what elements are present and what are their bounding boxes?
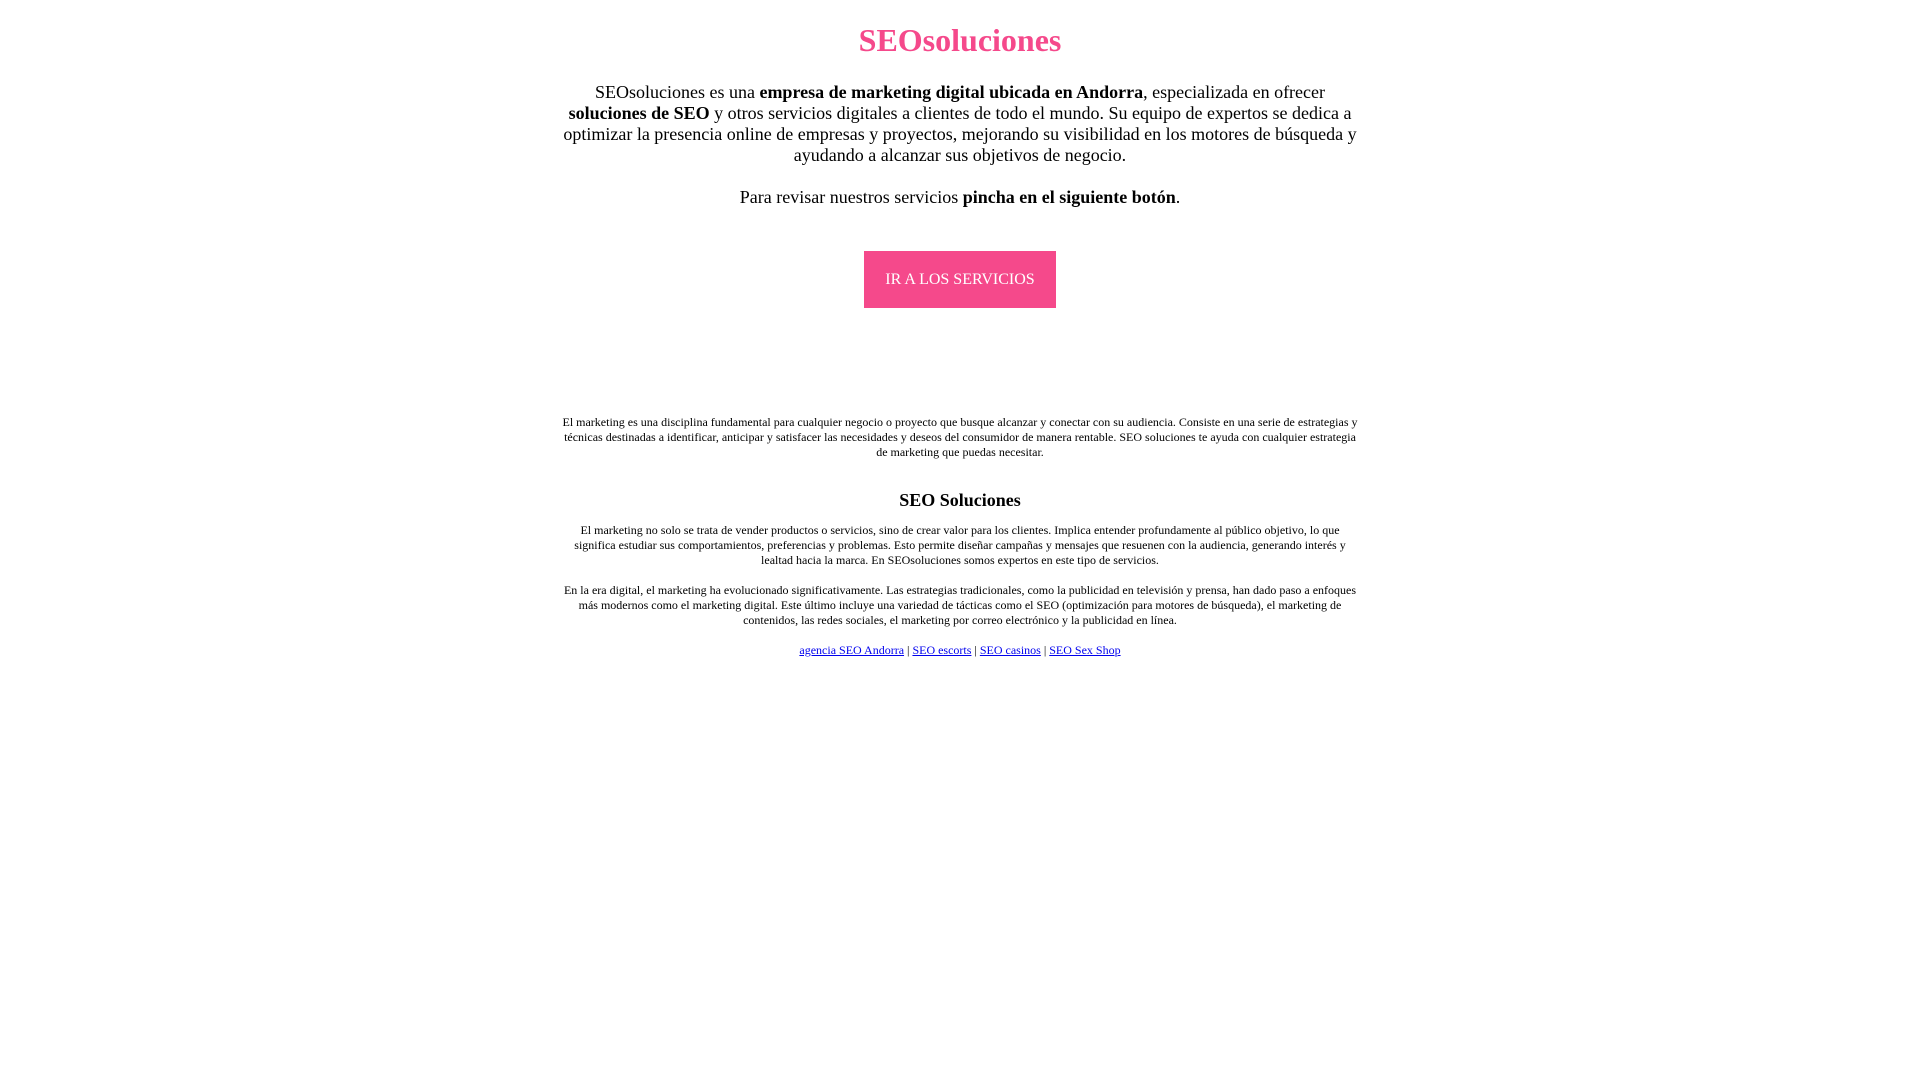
cta-text-1: Para revisar nuestros servicios xyxy=(739,187,963,207)
intro-text-3: y otros servicios digitales a clientes de todo el mundo. Su equipo de expertos se dedica a optimizar la presencia online de empresas y proyectos, mejorando su visibilidad en los motores de búsqueda y ayudando a alcanzar sus objetivos de negocio. xyxy=(563,103,1357,165)
link-agencia-seo-andorra[interactable]: agencia SEO Andorra xyxy=(799,643,905,657)
link-seo-casinos[interactable]: SEO casinos xyxy=(979,643,1041,657)
link-seo-escorts[interactable]: SEO escorts xyxy=(912,643,972,657)
footer-links xyxy=(560,643,1360,658)
cta-bold: pincha en el siguiente botón xyxy=(962,187,1176,207)
intro-text-2: , especializada en ofrecer xyxy=(1143,82,1326,102)
marketing-intro-paragraph: El marketing es una disciplina fundamental para cualquier negocio o proyecto que busque alcanzar y conectar con su audiencia. Consiste en una serie de estrategias y técnicas destinadas a identificar, anticipar y satisfacer las necesidades y deseos del consumidor de manera rentable. SEO soluciones te ayuda con cualquier estrategia de marketing que puedas necesitar. xyxy=(562,415,1358,459)
intro-cta-paragraph xyxy=(560,187,1360,208)
section-paragraph-1: El marketing no solo se trata de vender productos o servicios, sino de crear valor para los clientes. Implica entender profundamente al público objetivo, lo que significa estudiar sus comportamientos, preferencias y problemas. Esto permite diseñar campañas y mensajes que resuenen con la audiencia, generando interés y lealtad hacia la marca. En SEOsoluciones somos expertos en este tipo de servicios. xyxy=(574,523,1346,567)
intro-bold-company: empresa de marketing digital ubicada en Andorra xyxy=(759,82,1144,102)
link-separator: | xyxy=(971,643,980,657)
page-container xyxy=(560,0,1360,658)
link-seo-sex-shop[interactable]: SEO Sex Shop xyxy=(1049,643,1121,657)
button-wrapper xyxy=(560,251,1360,308)
cta-text-2: . xyxy=(1175,187,1181,207)
section-heading: SEO Soluciones xyxy=(899,490,1021,510)
intro-paragraph xyxy=(560,82,1360,166)
site-title: SEOsoluciones xyxy=(858,22,1062,58)
intro-bold-seo: soluciones de SEO xyxy=(568,103,710,123)
link-separator: | xyxy=(904,643,913,657)
section-paragraph-2: En la era digital, el marketing ha evolucionado significativamente. Las estrategias tradicionales, como la publicidad en televisión y prensa, han dado paso a enfoques más modernos como el marketing digital. Este último incluye una variedad de tácticas como el SEO (optimización para motores de búsqueda), el marketing de contenidos, las redes sociales, el marketing por correo electrónico y la publicidad en línea. xyxy=(563,583,1357,627)
link-separator: | xyxy=(1040,643,1050,657)
services-button[interactable]: IR A LOS SERVICIOS xyxy=(864,251,1055,308)
intro-text-1: SEOsoluciones es una xyxy=(594,82,760,102)
